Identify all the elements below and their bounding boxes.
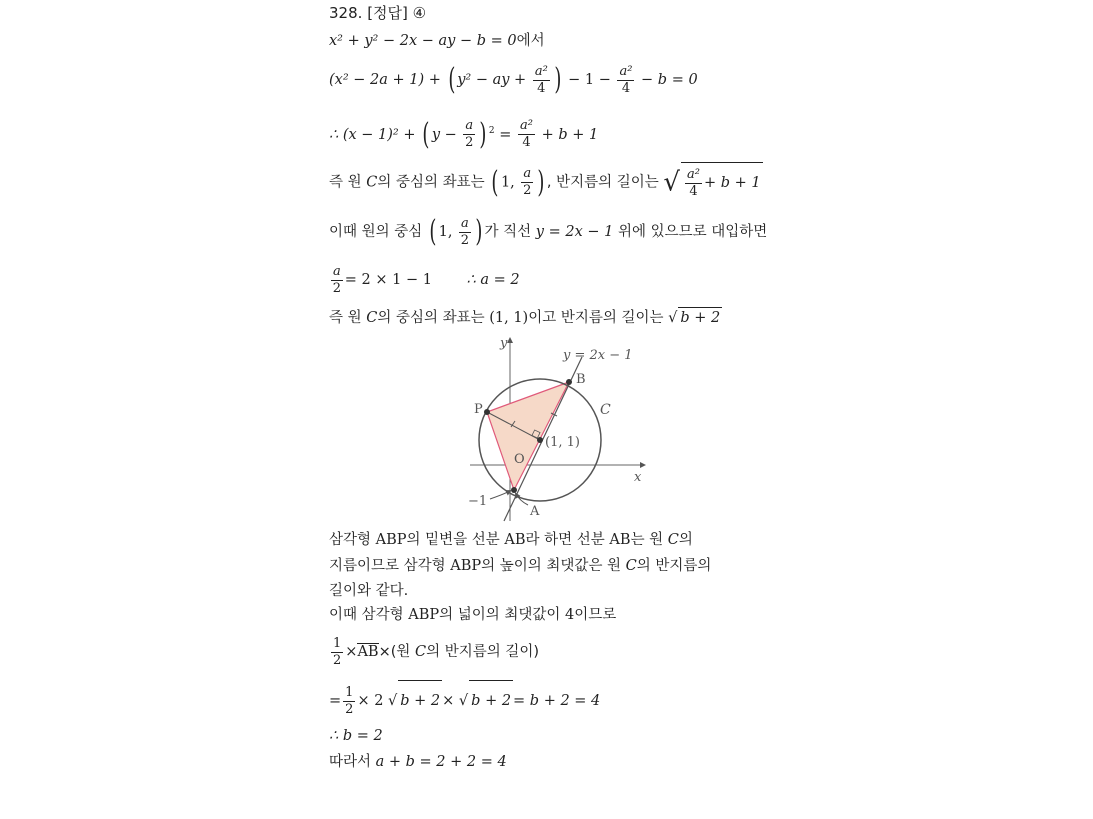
segment-ab: AB (357, 644, 379, 660)
triangle-name: ABP (375, 532, 407, 548)
point-b-label: B (576, 372, 586, 387)
text: ×(원 (378, 644, 411, 660)
fraction-a2-over-4: $\frac{\text{a²}}{4}$ (686, 166, 700, 199)
paren-open: ( (422, 116, 430, 152)
fraction-a-over-2: $\frac{a}{2}$ (332, 263, 342, 296)
point-p-label: P (474, 402, 483, 417)
intercept-arrow (490, 491, 510, 499)
text: 의 넓이의 최댓값이 (439, 607, 561, 623)
answer-label: [정답] (367, 4, 408, 22)
center-coordinate: (1, 1) (489, 310, 529, 326)
paren-close: ) (475, 214, 483, 249)
radical-sign: √ (458, 693, 469, 709)
radical-sign: √ (663, 167, 680, 198)
text: 라 하면 선분 (525, 532, 605, 548)
conclusion-line (329, 752, 507, 772)
coordinate: 1, (500, 174, 515, 191)
radical-sign: √ (668, 310, 678, 326)
triangle-name: ABP (408, 607, 440, 623)
expr-part: y² − ay + (457, 72, 527, 88)
equation-line-2 (329, 60, 698, 100)
text: 는 원 (630, 532, 664, 548)
point-center (537, 437, 543, 443)
times: × (442, 693, 455, 709)
final-answer: a + b = 2 + 2 = 4 (375, 754, 507, 770)
max-area: 4 (565, 607, 575, 623)
expr-part: + b + 1 (541, 126, 599, 143)
fraction-a2-over-4: $\frac{\text{a²}}{4}$ (619, 63, 633, 96)
x-axis-label: x (634, 470, 642, 485)
result-a: ∴ a = 2 (466, 272, 520, 288)
fraction-a-over-2: $\frac{a}{2}$ (523, 166, 532, 198)
paren-open: ( (447, 62, 455, 97)
text: 의 (678, 532, 693, 548)
line-equation: y = 2x − 1 (535, 224, 614, 240)
equation-line-6 (329, 260, 520, 300)
equation-line-1 (329, 31, 545, 51)
text: 이고 반지름의 길이는 (528, 310, 664, 326)
text: 따라서 (329, 754, 372, 770)
fraction-a-over-2: $\frac{a}{2}$ (465, 118, 474, 151)
fraction-a-over-2: $\frac{a}{2}$ (460, 215, 470, 248)
point-p (484, 409, 490, 415)
expr-part: × 2 (357, 693, 384, 709)
expr-part: y − (431, 126, 457, 143)
text-line-10 (329, 581, 408, 601)
text: 가 직선 (484, 224, 532, 240)
paren-close: ) (554, 62, 562, 97)
equation-line-12 (329, 632, 539, 672)
answer-symbol: ④ (412, 4, 427, 22)
sqrt-body: $\frac{\text{a²}}{4}$ + b + 1 (681, 162, 763, 203)
times: × (345, 644, 358, 660)
text-suffix: 에서 (516, 33, 545, 49)
text: 의 밑변을 선분 (406, 532, 500, 548)
text-line-8 (329, 530, 693, 550)
circle-name: C (415, 644, 427, 660)
paren-close: ) (479, 116, 487, 152)
expr-part: − 1 − (568, 72, 611, 88)
text: 의 중심의 좌표는 (377, 310, 485, 326)
equation-line-13 (329, 680, 600, 720)
problem-number: 328. (329, 4, 363, 22)
expr-part: ∴ (x − 1)² + (329, 126, 416, 143)
expr-part: = 2 × 1 − 1 (344, 272, 432, 288)
text: 길이와 같다. (329, 583, 409, 599)
equation-line-3 (329, 111, 598, 151)
paren-close: ) (537, 164, 545, 200)
paren-open: ( (491, 164, 499, 200)
paren-open: ( (429, 214, 437, 249)
expr-part: = b + 2 = 4 (513, 693, 601, 709)
expr-part: = (499, 126, 512, 143)
text: 지름이므로 삼각형 (329, 558, 446, 574)
line-label: y = 2x − 1 (563, 348, 633, 363)
text: 삼각형 (329, 532, 372, 548)
center-label: (1, 1) (545, 435, 580, 450)
fraction-one-half: $\frac{1}{2}$ (333, 635, 342, 668)
origin-label: O (514, 452, 525, 467)
circle-label: C (600, 402, 611, 418)
text: 즉 원 (329, 174, 362, 191)
text: 이때 삼각형 (329, 607, 404, 623)
sqrt-body: b + 2 (469, 680, 513, 721)
circle-diagram (462, 335, 652, 525)
text: 이때 원의 중심 (329, 224, 423, 240)
text: 의 중심의 좌표는 (377, 174, 485, 191)
equals: = (329, 693, 342, 709)
radical-sign: √ (388, 693, 398, 709)
sqrt-body: b + 2 (398, 680, 442, 721)
segment-name: AB (609, 532, 631, 548)
text: 의 반지름의 (636, 558, 712, 574)
sqrt-body: b + 2 (678, 307, 722, 328)
square-exponent: 2 (488, 126, 495, 136)
text-line-11 (329, 605, 616, 625)
circle-equation: x² + y² − 2x − ay − b = 0 (329, 33, 517, 49)
text: 즉 원 (329, 310, 362, 326)
point-a (511, 487, 517, 493)
fraction-a2-over-4: $\frac{\text{a²}}{4}$ (534, 63, 548, 96)
text: 의 반지름의 길이) (426, 644, 540, 660)
circle-name: C (366, 174, 378, 191)
result-line-14 (329, 726, 383, 746)
fraction-one-half: $\frac{1}{2}$ (345, 684, 354, 717)
text-line-7 (329, 307, 722, 328)
result-b: ∴ b = 2 (329, 728, 383, 744)
coordinate: 1, (438, 224, 453, 240)
segment-name: AB (504, 532, 526, 548)
expr-part: (x² − 2a + 1) + (329, 72, 441, 88)
text: 의 높이의 최댓값은 원 (481, 558, 622, 574)
circle-name: C (667, 532, 679, 548)
circle-name: C (625, 558, 637, 574)
text: 이므로 (574, 607, 617, 623)
point-b (566, 379, 572, 385)
y-axis-label: y (500, 336, 508, 351)
answer-header (329, 3, 426, 23)
fraction-a2-over-4: $\frac{\text{a²}}{4}$ (519, 118, 533, 151)
text: , 반지름의 길이는 (546, 174, 659, 191)
circle-name: C (366, 310, 378, 326)
triangle-name: ABP (450, 558, 482, 574)
text-line-5 (329, 212, 767, 252)
text-line-9 (329, 556, 711, 576)
y-intercept-label: −1 (468, 494, 488, 509)
text: 위에 있으므로 대입하면 (617, 224, 768, 240)
point-a-label: A (530, 504, 540, 519)
expr-part: − b = 0 (641, 72, 698, 88)
text-line-4 (329, 162, 763, 202)
